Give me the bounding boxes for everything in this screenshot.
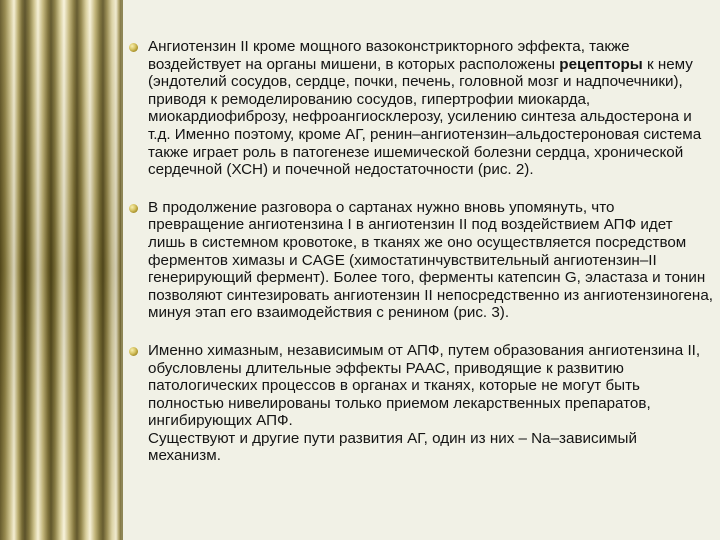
bullet-dot-icon (129, 347, 138, 356)
bullet-paragraph-2 (128, 199, 713, 322)
bullet-dot-icon (129, 43, 138, 52)
rail-divider (121, 0, 123, 540)
slide-content (128, 38, 713, 485)
paragraph-3-continuation: Существуют и другие пути развития АГ, один из них – Na–зависимый механизм. (148, 429, 637, 465)
decorative-gold-rail (0, 0, 121, 540)
paragraph-2-text: В продолжение разговора о сартанах нужно вновь упомянуть, что превращение ангиотензина I в ангиотензин II под воздействием АПФ идет лишь в системном кровотоке, в тканях же оно осуществляется посредством ферментов химазы и CAGE (химостатинчувствительный ангиотензин–II генерирующий фермент). Более того, ферменты катепсин G, эластаза и тонин позволяют синтезировать ангиотензин II непосредственно из ангиотензиногена, минуя этап его взаимодействия с ренином (рис. 3). (148, 198, 713, 322)
paragraph-1-text-after: к нему (эндотелий сосудов, сердце, почки, печень, головной мозг и надпочечники), приводя к ремоделированию сосудов, гипертрофии миокарда, миокардиофиброзу, нефроангиосклерозу, усилению синтеза альдостерона и т.д. Именно поэтому, кроме АГ, ренин–ангиотензин–альдостероновая система также играет роль в патогенезе ишемической болезни сердца, хронической сердечной (ХСН) и почечной недостаточности (рис. 2). (148, 55, 702, 179)
bullet-paragraph-1 (128, 38, 713, 179)
paragraph-3-text: Именно химазным, независимым от АПФ, путем образования ангиотензина II, обусловлены длительные эффекты РААС, приводящие к развитию патологических процессов в органах и тканях, которые не могут быть полностью нивелированы только приемом лекарственных препаратов, ингибирующих АПФ. (148, 341, 701, 430)
paragraph-1-text-before: Ангиотензин II кроме мощного вазоконстрикторного эффекта, также воздействует на органы мишени, в которых расположены (148, 38, 630, 73)
paragraph-1-bold-term: рецепторы (559, 55, 643, 73)
bullet-dot-icon (129, 204, 138, 213)
bullet-paragraph-3 (128, 342, 713, 465)
